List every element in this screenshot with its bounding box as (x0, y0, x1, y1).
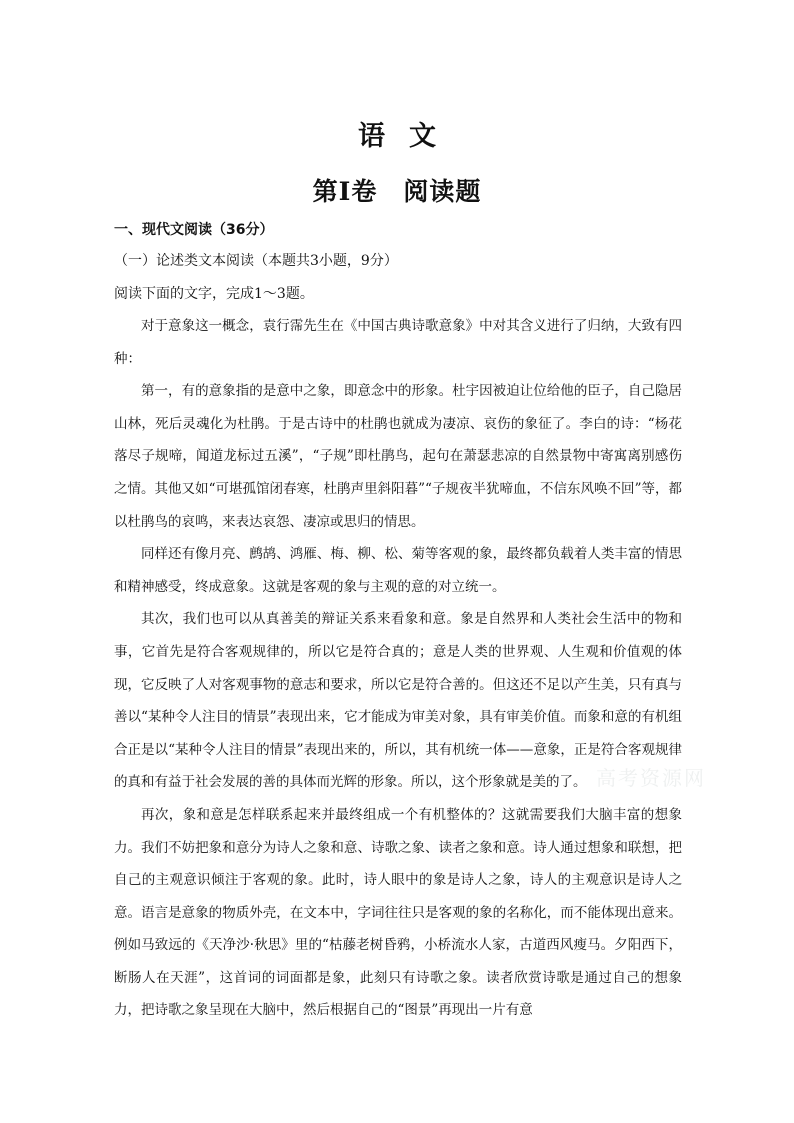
subsection-heading: （一）论述类文本阅读（本题共3小题，9分） (114, 253, 398, 269)
passage-paragraph: 对于意象这一概念，袁行霈先生在《中国古典诗歌意象》中对其含义进行了归纳，大致有四种： (114, 318, 682, 367)
section-heading: 一、现代文阅读（36分） (114, 222, 274, 238)
passage-paragraph: 第一，有的意象指的是意中之象，即意念中的形象。杜宇因被迫让位给他的臣子，自己隐居山林，死后灵魂化为杜鹃。于是古诗中的杜鹃也就成为凄凉、哀伤的象征了。李白的诗：“杨花落尽子规啼，闻道龙标过五溪”，“子规”即杜鹃鸟，起句在萧瑟悲凉的自然景物中寄寓离别感伤之情。其他又如“可堪孤馆闭春寒，杜鹃声里斜阳暮”“子规夜半犹啼血，不信东风唤不回”等，都以杜鹃鸟的哀鸣，来表达哀怨、凄凉或思归的情思。 (114, 383, 682, 530)
page-subtitle: 第Ⅰ卷 阅读题 (312, 177, 482, 206)
reading-passage (114, 310, 682, 1027)
watermark: 高考资源网 (596, 766, 706, 790)
reading-instruction: 阅读下面的文字，完成1～3题。 (114, 286, 314, 302)
passage-paragraph: 其次，我们也可以从真善美的辩证关系来看象和意。象是自然界和人类社会生活中的物和事，它首先是符合客观规律的，所以它是符合真的；意是人类的世界观、人生观和价值观的体现，它反映了人对客观事物的意志和要求，所以它是符合善的。但这还不足以产生美，只有真与善以“某种令人注目的情景”表现出来，它才能成为审美对象，具有审美价值。而象和意的有机组合正是以“某种令人注目的情景”表现出来的，所以，其有机统一体——意象，正是符合客观规律的真和有益于社会发展的善的具体而光辉的形象。所以，这个形象就是美的了。 (114, 611, 682, 791)
passage-paragraph: 同样还有像月亮、鹧鸪、鸿雁、梅、柳、松、菊等客观的象，最终都负载着人类丰富的情思和精神感受，终成意象。这就是客观的象与主观的意的对立统一。 (114, 546, 682, 595)
passage-paragraph: 再次，象和意是怎样联系起来并最终组成一个有机整体的？这就需要我们大脑丰富的想象力。我们不妨把象和意分为诗人之象和意、诗歌之象、读者之象和意。诗人通过想象和联想，把自己的主观意识倾注于客观的象。此时，诗人眼中的象是诗人之象，诗人的主观意识是诗人之意。语言是意象的物质外壳，在文本中，字词往往只是客观的象的名称化，而不能体现出意来。例如马致远的《天净沙·秋思》里的“枯藤老树昏鸦，小桥流水人家，古道西风瘦马。夕阳西下，断肠人在天涯”，这首词的词面都是象，此刻只有诗歌之象。读者欣赏诗歌是通过自己的想象力，把诗歌之象呈现在大脑中，然后根据自己的“图景”再现出一片有意 (114, 806, 682, 1019)
page-title: 语文 (358, 121, 460, 152)
